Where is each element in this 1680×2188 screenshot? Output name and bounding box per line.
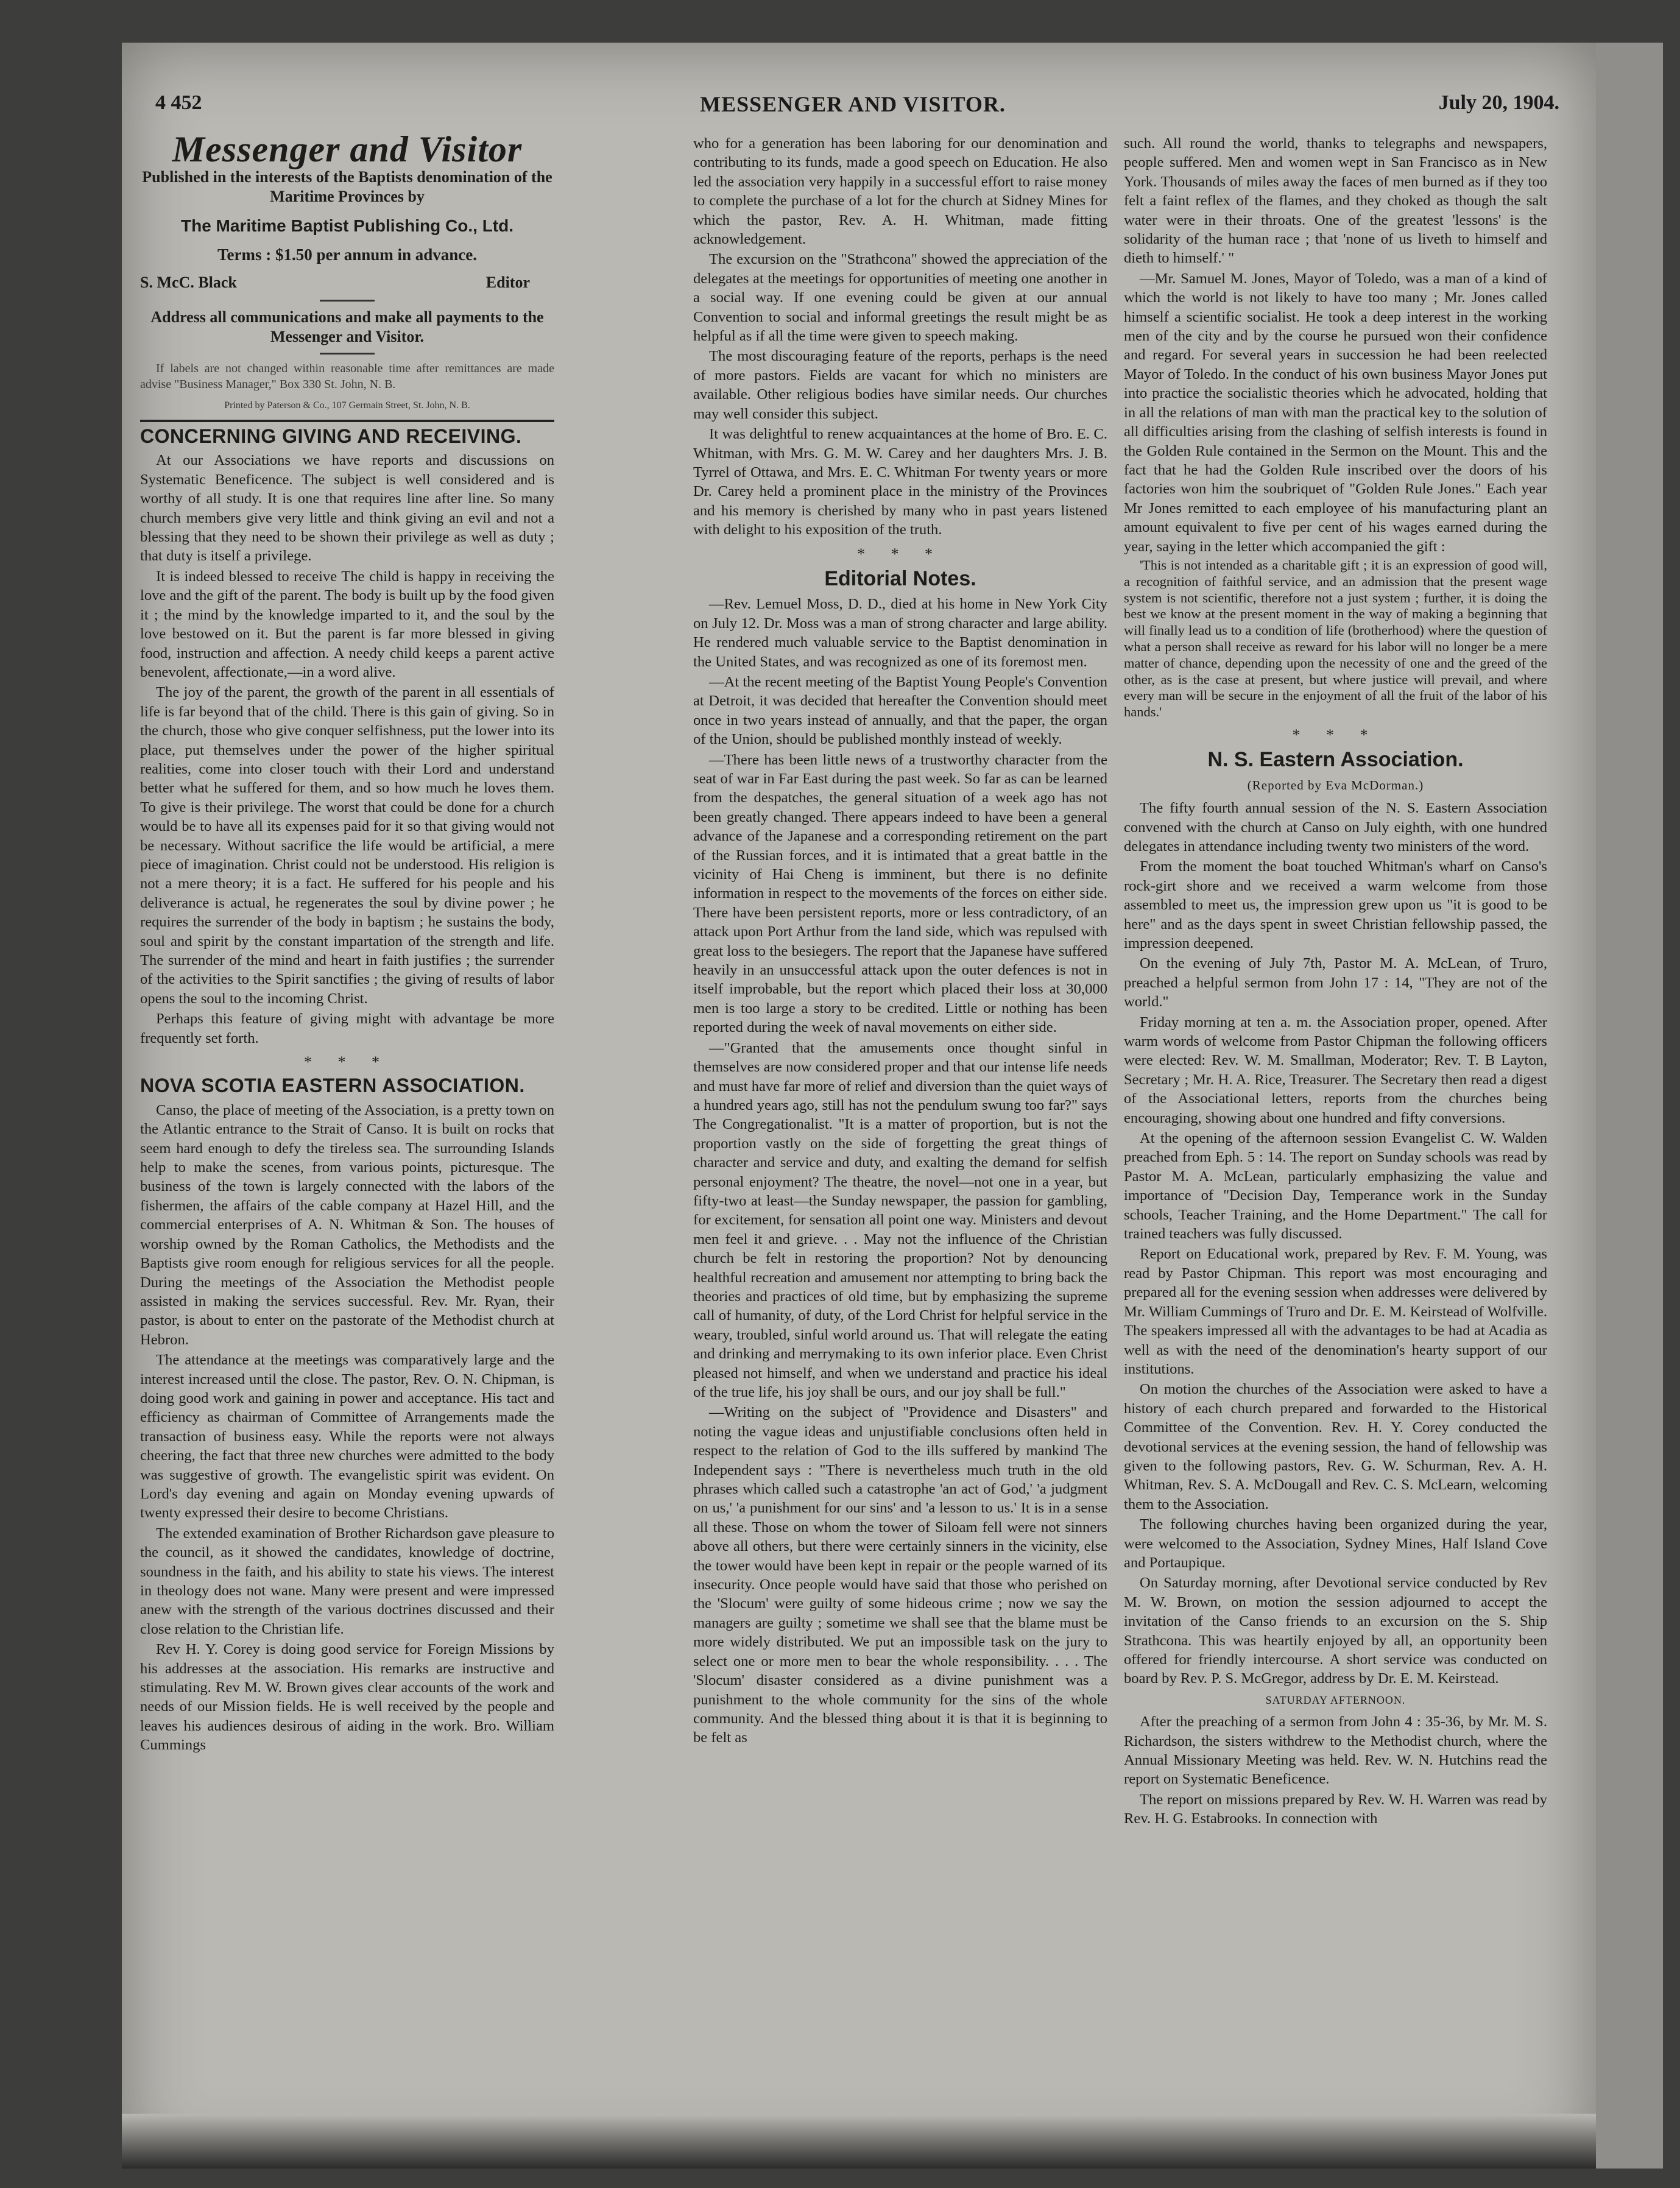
masthead-publisher: The Maritime Baptist Publishing Co., Ltd.	[180, 216, 514, 236]
editor-role: Editor	[485, 274, 530, 292]
excursion-paragraph: The excursion on the "Strathcona" showed the appreciation of the delegates at the meetings for opportunities of meeting one another in a social way. If one evening could be given at our annual Convention to social and informal greetings the result might be as helpful as if all the time were given to speech making.	[693, 251, 1107, 345]
divider	[320, 300, 375, 302]
giving-paragraph: Perhaps this feature of giving might with advantage be more frequently set forth.	[140, 1011, 554, 1046]
editorial-note: —At the recent meeting of the Baptist Young People's Convention at Detroit, it was decided that hereafter the Convention should meet once in two years instead of annually, and that the paper, the organ of the Union, should be published monthly instead of weekly.	[693, 673, 1107, 748]
masthead-published-in: Published in the interests of the Baptists denomination of the Maritime Provinces by	[142, 168, 552, 206]
continued-paragraph: who for a generation has been laboring for our denomination and contributing to its funds, made a good speech on Education. He also led the association very happily in a successful effort to raise money to complete the purchase of a lot for the church at Sidney Mines for which the pastor, Rev. A. H. Whitman, made fitting acknowledgement.	[693, 135, 1107, 248]
printer-credit: Printed by Paterson & Co., 107 Germain Street, St. John, N. B.	[224, 400, 470, 411]
editor-name: S. McC. Black	[140, 274, 237, 292]
page-bottom-shadow	[122, 2114, 1596, 2169]
ns-eastern-paragraph: The report on missions prepared by Rev. W. H. Warren was read by Rev. H. G. Estabrooks. In connection with	[1124, 1791, 1547, 1827]
ns-eastern-paragraph: Friday morning at ten a. m. the Association proper, opened. After warm words of welcome from Pastor Chipman the following officers were elected: Rev. W. M. Smallman, Moderator; Rev. T. B Layton, Secretary ; Mr. H. A. Rice, Treasurer. The Secretary then read a digest of the Associational letters, reports from the churches being encouraging, showing about one hundred and fifty conversions.	[1124, 1014, 1547, 1126]
jones-quote: 'This is not intended as a charitable gift ; it is an expression of good will, a recognition of faithful service, and an admission that the present wage system is not scientific, therefore not a just system ; further, it is doing the best we know at the present moment in the way of making a beginning that will finally lead us to a condition of life (brotherhood) where the question of what a person shall receive as reward for his labor will no longer be a mere matter of chance, depending upon the necessity of one and the greed of the other, as is the case at present, but where justice will prevail, and where every man will be secure in the enjoyment of all the fruit of the labor of his hands.'	[1124, 557, 1547, 720]
editorial-note: —Rev. Lemuel Moss, D. D., died at his home in New York City on July 12. Dr. Moss was a man of strong character and large ability. He rendered much valuable service to the Baptist denomination in the United States, and was recognized as one of its foremost men.	[693, 596, 1107, 670]
continued-paragraph: such. All round the world, thanks to telegraphs and newspapers, people suffered. Men and women wept in San Francisco as in New York. Thousands of miles away the faces of men burned as if they too felt a faint reflex of the flames, and they choked as though the salt water were in their throats. One of the greatest 'lessons' is the solidarity of the human race ; that 'none of us liveth to himself and dieth to himself.' "	[1124, 135, 1547, 267]
editorial-note: —There has been little news of a trustworthy character from the seat of war in Far East during the past week. So far as can be learned from the despatches, the general situation of a week ago has not been greatly changed. There appears indeed to have been a general advance of the Japanese and a corresponding retirement on the part of the Russian forces, and it is intimated that a great battle in the vicinity of Hai Cheng is imminent, but there is no definite information in respect to the movements of the forces on either side. There have been persistent reports, more or less contradictory, of an attack upon Port Arthur from the land side, which was repulsed with great loss to the besiegers. The report that the Japanese have suffered heavily in an unsuccessful attack upon the outer defences is not in itself improbable, but the report which placed their loss at 30,000 men is too large a story to be credited. Little or nothing has been reported during the week of naval movements on either side.	[693, 751, 1107, 1036]
section-stars: * * *	[857, 545, 944, 563]
giving-paragraph: At our Associations we have reports and discussions on Systematic Beneficence. The subject is well considered and is worthy of all study. It is one that requires line after line. So many church members give very little and think giving an evil and not a blessing that they need to be shown their privilege as well as duty ; that duty is itself a privilege.	[140, 452, 554, 565]
nsea-paragraph: Rev H. Y. Corey is doing good service for Foreign Missions by his addresses at the association. His remarks are instructive and stimulating. Rev M. W. Brown gives clear accounts of the work and needs of our Mission fields. He is well received by the people and leaves his audiences desirous of aiding in the work. Bro. William Cummings	[140, 1641, 554, 1754]
nsea-paragraph: The attendance at the meetings was comparatively large and the interest increased until the close. The pastor, Rev. O. N. Chipman, is doing good work and gaining in power and acceptance. His tact and efficiency as chairman of Committee of Arrangements made the transaction of business easy. While the reports were not always cheering, the fact that three new churches were admitted to the body was suggestive of growth. The evangelistic spirit was evident. On Lord's day evening and again on Monday evening upwards of twenty expressed their desire to become Christians.	[140, 1352, 554, 1522]
labels-notice: If labels are not changed within reasonable time after remittances are made advise "Business Manager," Box 330 St. John, N. B.	[140, 361, 554, 391]
nsea-paragraph: Canso, the place of meeting of the Association, is a pretty town on the Atlantic entrance to the Strait of Canso. It is built on rocks that seem hard enough to defy the tireless sea. The surrounding Islands help to make the scenes, from various points, picturesque. The business of the town is largely connected with the labors of the fishermen, the affairs of the cable company at Hazel Hill, and the commercial enterprises of A. N. Whitman & Son. The houses of worship owned by the Roman Catholics, the Methodists and the Baptists give room enough for religious services for all the people. During the meetings of the Association the Methodist people assisted in making the services successful. Rev. Mr. Ryan, their pastor, is about to enter on the pastorate of the Methodist church at Hebron.	[140, 1101, 554, 1348]
editorial-heading: Editorial Notes.	[824, 566, 976, 590]
masthead-title: Messenger and Visitor	[172, 129, 523, 169]
masthead-editor	[140, 273, 530, 292]
ns-eastern-heading: N. S. Eastern Association.	[1207, 748, 1464, 772]
running-title: MESSENGER AND VISITOR.	[700, 92, 1006, 116]
masthead-address: Address all communications and make all payments to the Messenger and Visitor.	[150, 308, 544, 345]
masthead-terms: Terms : $1.50 per annum in advance.	[217, 245, 478, 264]
nsea-heading: NOVA SCOTIA EASTERN ASSOCIATION.	[140, 1075, 525, 1097]
ns-eastern-byline: (Reported by Eva McDorman.)	[1247, 777, 1424, 792]
editorial-note: —"Granted that the amusements once thought sinful in themselves are now considered proper and that our intense life needs and must have far more of relief and diversion than the quiet ways of a hundred years ago, still has not the pendulum swung too far?" says The Congregationalist. "It is a matter of proportion, but is not the proportion vastly on the side of forgetting the great things of character and service and duty, and exalting the demand for selfish personal enjoyment? The theatre, the novel—not one in a year, but fifty-two at least—the Sunday newspaper, the passion for gambling, for excitement, for sensation all point one way. Ministers and devout men feel it and grieve. . . May not the influence of the Christian church be felt in restoring the proportion? Not by denouncing healthful recreation and amusement nor attempting to bring back the theories and practices of old time, but by emphasizing the supreme call of humanity, of duty, of the Lord Christ for helpful service in the weary, troubled, sinful world around us. That will relegate the eating and drinking and merrymaking to its own inferior place. Even Christ pleased not himself, and when we understand and practice his ideal of the true life, his joy shall be ours, and our joy shall be full."	[693, 1039, 1107, 1400]
ns-eastern-paragraph: On Saturday morning, after Devotional service conducted by Rev M. W. Brown, on motion the session adjourned to accept the invitation of the Canso friends to an excursion on the S. Ship Strathcona. This was heartily enjoyed by all, an opportunity been offered for friendly intercourse. A short service was conducted on board by Rev. P. S. McGregor, address by Dr. E. M. Keirstead.	[1124, 1575, 1547, 1687]
ns-eastern-paragraph: After the preaching of a sermon from John 4 : 35-36, by Mr. M. S. Richardson, the sisters withdrew to the Methodist church, where the Annual Missionary Meeting was held. Rev. W. N. Hutchins read the report on Systematic Beneficence.	[1124, 1713, 1547, 1788]
nsea-paragraph: The extended examination of Brother Richardson gave pleasure to the council, as it showed the candidates, knowledge of doctrine, soundness in the faith, and his ability to state his views. The interest in theology does not wane. Many were present and were impressed anew with the strength of the various doctrines discussed and their close relation to the Christian life.	[140, 1525, 554, 1637]
giving-heading: CONCERNING GIVING AND RECEIVING.	[140, 425, 522, 448]
issue-date: July 20, 1904.	[1438, 91, 1559, 114]
ns-eastern-paragraph: The fifty fourth annual session of the N. S. Eastern Association convened with the church at Canso on July eighth, with one hundred delegates in attendance including twenty two ministers of the word.	[1124, 800, 1547, 855]
column-1	[140, 129, 554, 1756]
ns-eastern-paragraph: The following churches having been organized during the year, were welcomed to the Association, Sydney Mines, Half Island Cove and Portaupique.	[1124, 1516, 1547, 1571]
divider	[320, 353, 375, 355]
saturday-subheading: SATURDAY AFTERNOON.	[1265, 1693, 1406, 1706]
page-edge	[1596, 43, 1663, 2169]
carey-paragraph: It was delightful to renew acquaintances at the home of Bro. E. C. Whitman, with Mrs. G. M. W. Carey and her daughters Mrs. J. B. Tyrrel of Ottawa, and Mrs. E. C. Whitman For twenty years or more Dr. Carey held a prominent place in the ministry of the Provinces and his memory is cherished by many who in past years listened with delight to his exposition of the truth.	[693, 426, 1107, 538]
section-stars: * * *	[304, 1053, 390, 1071]
ns-eastern-paragraph: Report on Educational work, prepared by Rev. F. M. Young, was read by Pastor Chipman. This report was most encouraging and prepared all for the evening session when addresses were delivered by Mr. William Cummings of Truro and Dr. E. M. Keirstead of Wolfville. The speakers impressed all with the advantages to be had at Acadia as well as with the need of the denomination's hearty support of our institutions.	[1124, 1246, 1547, 1377]
ns-eastern-paragraph: On the evening of July 7th, Pastor M. A. McLean, of Truro, preached a helpful sermon from John 17 : 14, "They are not of the world."	[1124, 955, 1547, 1011]
section-stars: * * *	[1292, 725, 1379, 744]
editorial-note: —Writing on the subject of "Providence and Disasters" and noting the vague ideas and unjustifiable conclusions often held in respect to the relation of God to the ills suffered by mankind The Independent says : "There is nevertheless much truth in the old phrases which called such a catastrophe 'an act of God,' 'a judgment on us,' 'a punishment for our sins' and 'a lesson to us.' It is in a sense all these. Those on whom the tower of Siloam fell were not sinners above all others, but there were certainly sinners in the vicinity, else the tower would have been kept in repair or the people warned of its insecurity. Once people would have said that those who perished on the 'Slocum' were guilty of some hideous crime ; now we say the managers are guilty ; sometime we shall see that the blame must be more widely distributed. We put an impossible task on the jury to select one or more men to bear the whole responsibility. . . . The 'Slocum' disaster considered as a divine punishment was a punishment to the whole community for the sins of the whole community. And the blessed thing about it is that it is beginning to be felt as	[693, 1404, 1107, 1746]
pastors-paragraph: The most discouraging feature of the reports, perhaps is the need of more pastors. Fields are vacant for which no ministers are available. Other religious bodies have similar needs. Our churches may well consider this subject.	[693, 348, 1107, 422]
jones-paragraph: —Mr. Samuel M. Jones, Mayor of Toledo, was a man of a kind of which the world is not likely to have too many ; Mr. Jones called himself a scientific socialist. He took a deep interest in the working men of the city and by the course he pursued won their confidence and regard. For several years in succession he had been reelected Mayor of Toledo. In the conduct of his own business Mayor Jones put into practice the socialistic theories which he advocated, holding that in all the relations of man with man the practical key to the solution of all difficulties arising from the clashing of selfish interests is found in the Golden Rule contained in the Sermon on the Mount. This and the fact that he had the Golden Rule inscribed over the doors of his factories won him the soubriquet of "Golden Rule Jones." Each year Mr Jones remitted to each employee of his manufacturing plant an amount equivalent to five per cent of his wages earned during the year, saying in the letter which accompanied the gift :	[1124, 270, 1547, 555]
giving-paragraph: The joy of the parent, the growth of the parent in all essentials of life is far beyond that of the child. There is this gain of giving. So in the church, those who give conquer selfishness, put the lower into its place, put themselves under the power of the higher spiritual realities, come into closer touch with their Lord and understand better what he suffered for them, and so how much he loves them. To give is their privilege. The worst that could be done for a church would be to have all its expenses paid for it so that giving would not be necessary. Without sacrifice the life would be artificial, a mere piece of imagination. Christ could not be understood. His religion is not a mere theory; it is a fact. He suffered for his people and his deliverance is actual, he regenerates the soul by divine power ; he requires the surrender of the body in baptism ; he sustains the body, soul and spirit by the constant impartation of the strength and life. The surrender of the mind and heart in faith justifies ; the surrender of the activities to the Spirit sanctifies ; the giving of results of labor opens the soul to the incoming Christ.	[140, 684, 554, 1007]
column-3	[1124, 134, 1547, 1830]
ns-eastern-paragraph: From the moment the boat touched Whitman's wharf on Canso's rock-girt shore and we received a warm welcome from those assembled to meet us, the impression grew upon us "it is good to be here" and as the days spent in sweet Christian fellowship passed, the impression deepened.	[1124, 858, 1547, 951]
ns-eastern-paragraph: At the opening of the afternoon session Evangelist C. W. Walden preached from Eph. 5 : 14. The report on Sunday schools was read by Pastor M. A. McLean, particularly emphasizing the value and importance of "Decision Day, Temperance work in the Sunday schools, Teacher Training, and the Home Department." The call for trained teachers was fully discussed.	[1124, 1130, 1547, 1243]
giving-paragraph: It is indeed blessed to receive The child is happy in receiving the love and the gift of the parent. The body is built up by the food given it ; the mind by the knowledge imparted to it, and the soul by the love bestowed on it. But the parent is far more blessed in giving food, instruction and affection. A needy child keeps a parent active benevolent, affectionate,—in a word alive.	[140, 568, 554, 680]
column-2	[693, 134, 1107, 1749]
section-rule	[140, 420, 554, 422]
page-number: 4 452	[155, 91, 202, 114]
ns-eastern-paragraph: On motion the churches of the Association were asked to have a history of each church prepared and forwarded to the Historical Committee of the Convention. Rev. H. Y. Corey conducted the devotional services at the evening session, the hand of fellowship was given to the following pastors, Rev. G. W. Schurman, Rev. A. H. Whitman, Rev. S. A. McDougall and Rev. C. S. McLearn, welcoming them to the Association.	[1124, 1381, 1547, 1512]
